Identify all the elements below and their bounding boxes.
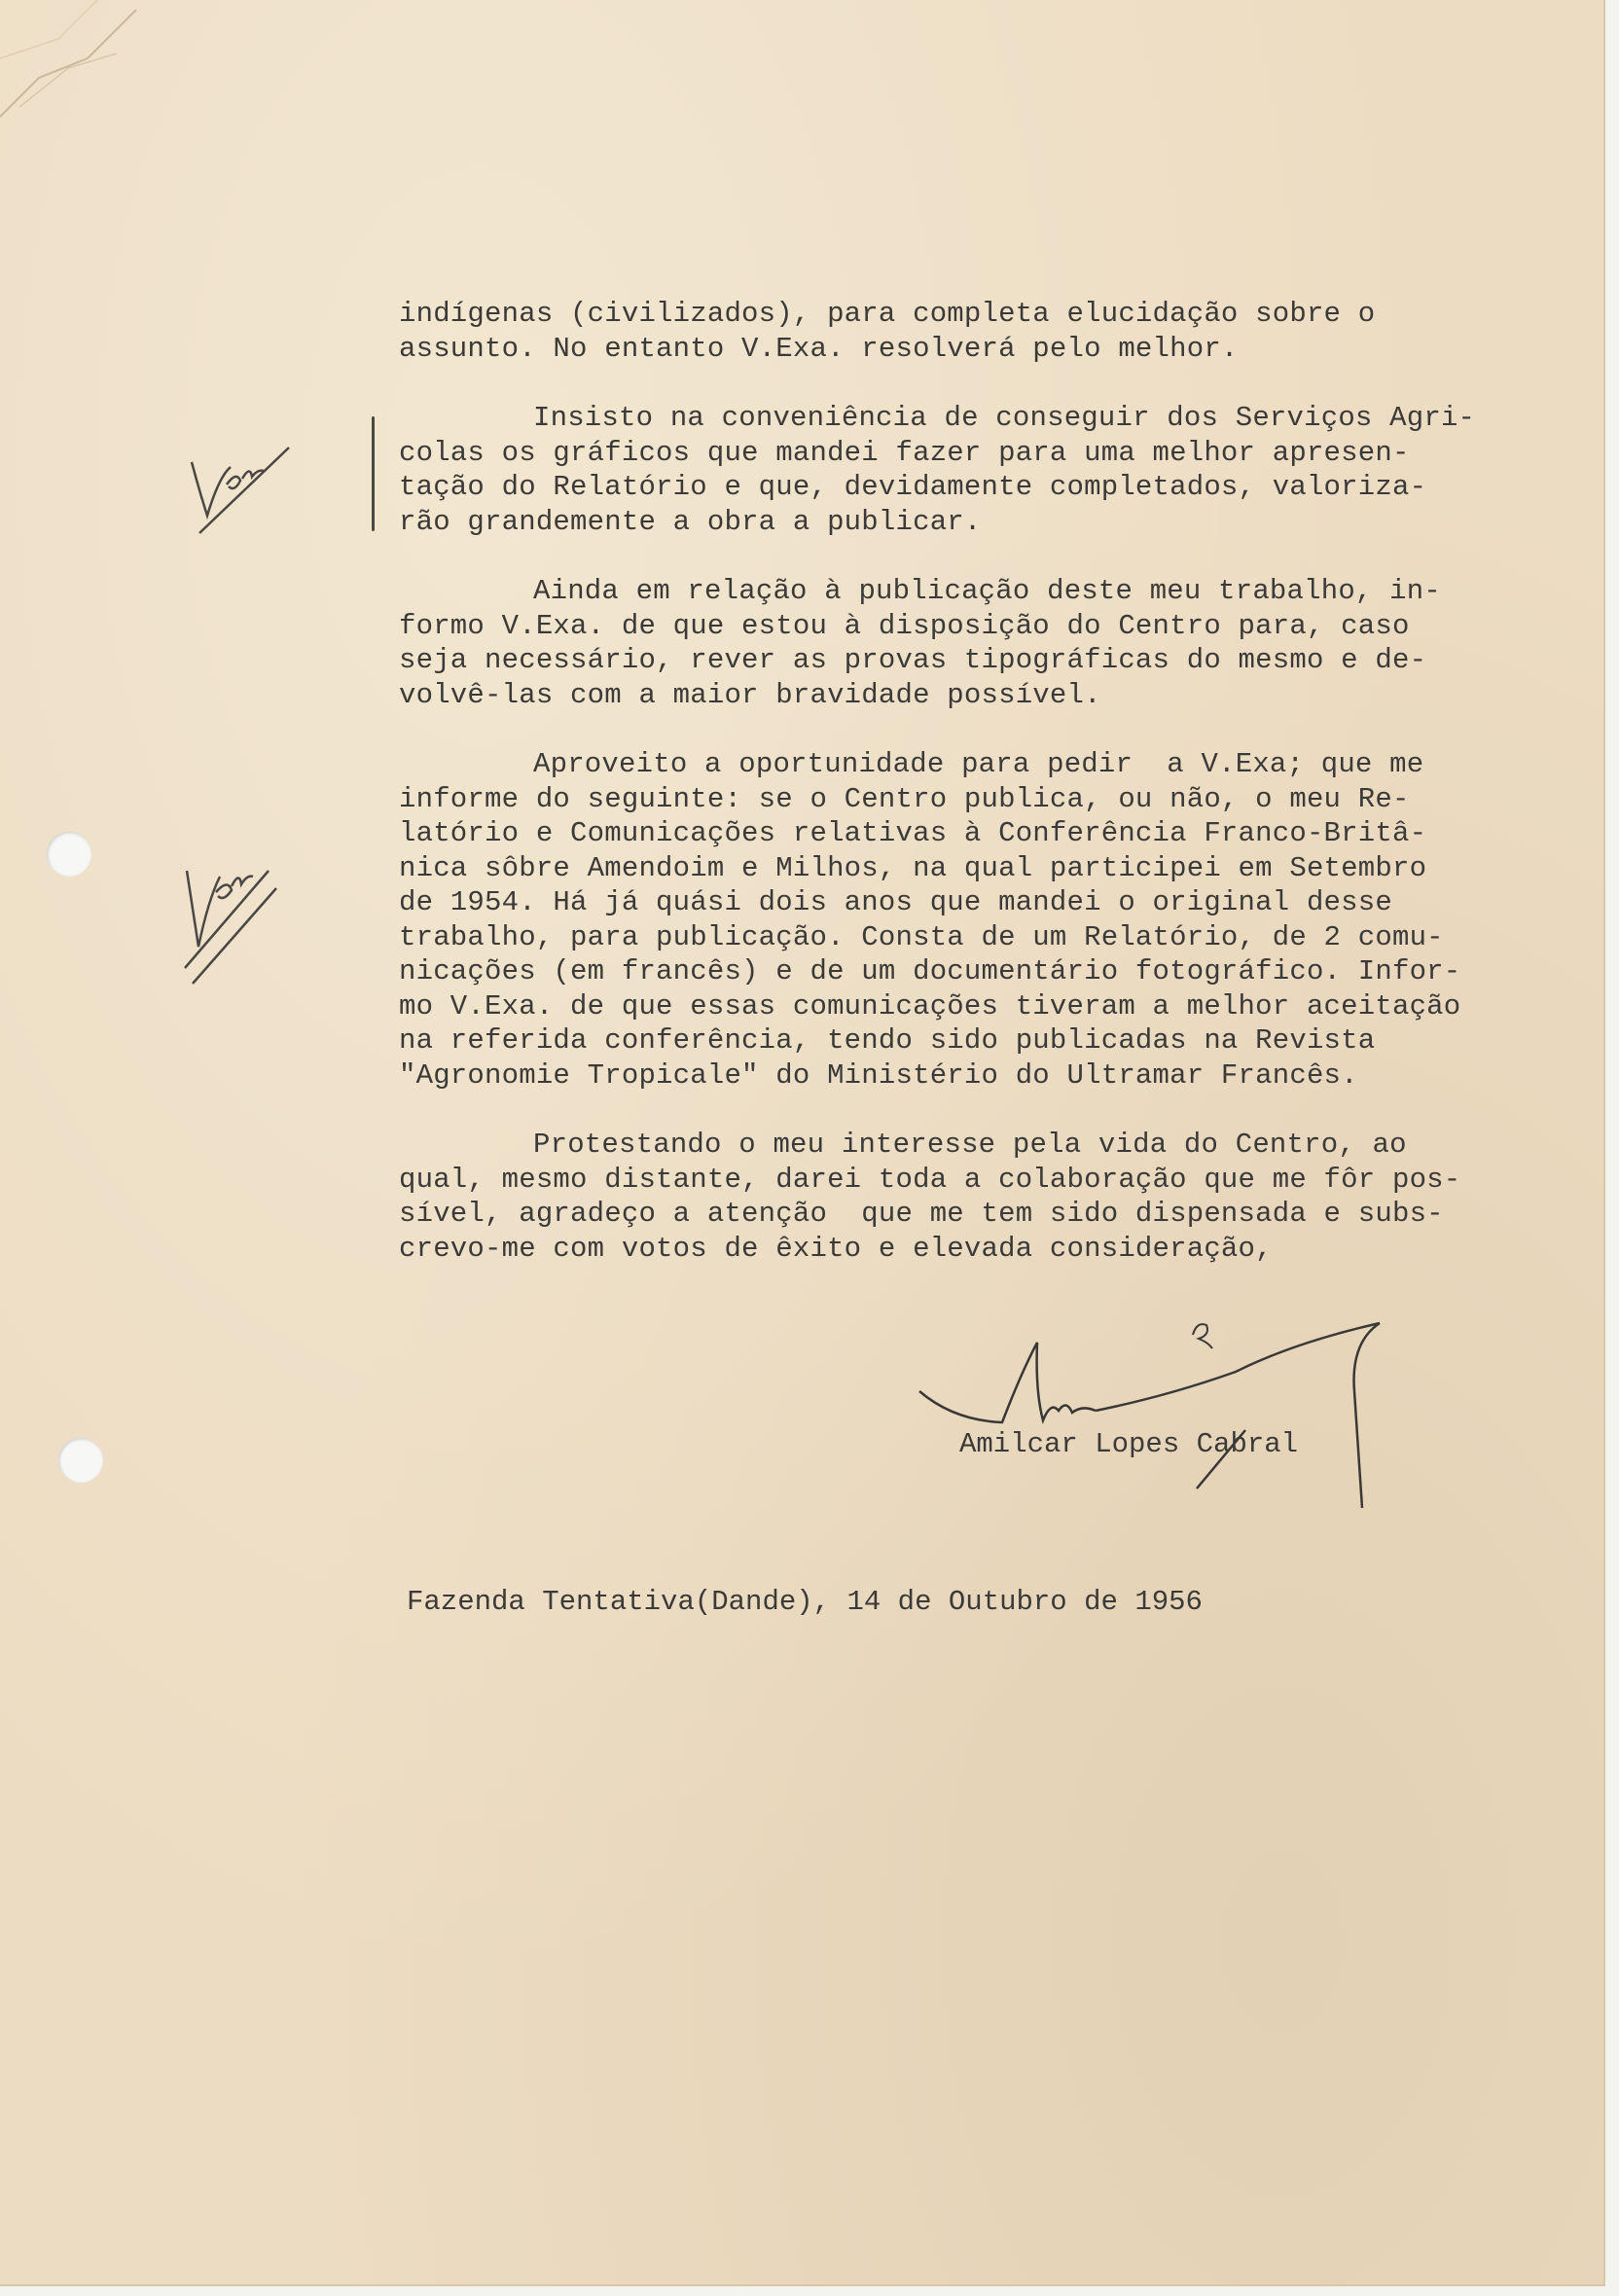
handwritten-signature [915,1304,1401,1518]
letter-body [399,297,1605,1301]
folded-corner-crease [0,0,175,156]
punch-hole-upper [47,832,91,877]
text-line: tação do Relatório e que, devidamente completados, valoriza- [399,471,1427,503]
text-line: volvê-las com a maior bravidade possível. [399,678,1101,711]
text-line: Aproveito a oportunidade para pedir a V.Exa; que me [533,748,1424,780]
text-line: assunto. No entanto V.Exa. resolverá pelo melhor. [399,332,1239,365]
text-line: sível, agradeço a atenção que me tem sido dispensada e subs- [399,1198,1444,1230]
text-line: colas os gráficos que mandei fazer para uma melhor apresen- [399,436,1410,469]
paragraph-2 [399,401,1605,539]
text-line: indígenas (civilizados), para completa elucidação sobre o [399,298,1376,330]
text-line: mo V.Exa. de que essas comunicações tiveram a melhor aceitação [399,989,1461,1022]
signatory-name: Amilcar Lopes Cabral [959,1428,1299,1460]
text-line: qual, mesmo distante, darei toda a colaboração que me fôr pos- [399,1163,1461,1196]
text-line: de 1954. Há já quási dois anos que mandei o original desse [399,886,1392,918]
margin-note-ver-2 [175,832,282,997]
paragraph-1 [399,297,1605,366]
text-line: latório e Comunicações relativas à Conferência Franco-Britâ- [399,817,1427,849]
text-line: nicações (em francês) e de um documentário fotográfico. Infor- [399,955,1461,987]
margin-vertical-bar [372,416,375,531]
paragraph-3 [399,574,1605,712]
punch-hole-lower [58,1438,103,1483]
text-line: Ainda em relação à publicação deste meu trabalho, in- [533,575,1441,607]
text-line: na referida conferência, tendo sido publicadas na Revista [399,1024,1376,1057]
text-line: nica sôbre Amendoim e Milhos, na qual participei em Setembro [399,851,1427,884]
text-line: trabalho, para publicação. Consta de um Relatório, de 2 comu- [399,920,1444,953]
text-line: formo V.Exa. de que estou à disposição do Centro para, caso [399,609,1410,642]
margin-note-ver-1 [180,409,306,555]
place-and-date: Fazenda Tentativa(Dande), 14 de Outubro de 1956 [407,1586,1203,1618]
paragraph-5 [399,1128,1605,1266]
text-line: Insisto na conveniência de conseguir dos Serviços Agri- [533,402,1476,434]
paragraph-4 [399,747,1605,1093]
text-line: crevo-me com votos de êxito e elevada consideração, [399,1232,1273,1265]
text-line: seja necessário, rever as provas tipográficas do mesmo e de- [399,644,1427,676]
text-line: rão grandemente a obra a publicar. [399,505,982,538]
text-line: informe do seguinte: se o Centro publica, ou não, o meu Re- [399,782,1410,815]
text-line: Protestando o meu interesse pela vida do Centro, ao [533,1129,1407,1161]
signature-block [915,1304,1401,1518]
text-line: "Agronomie Tropicale" do Ministério do Ultramar Francês. [399,1058,1358,1092]
